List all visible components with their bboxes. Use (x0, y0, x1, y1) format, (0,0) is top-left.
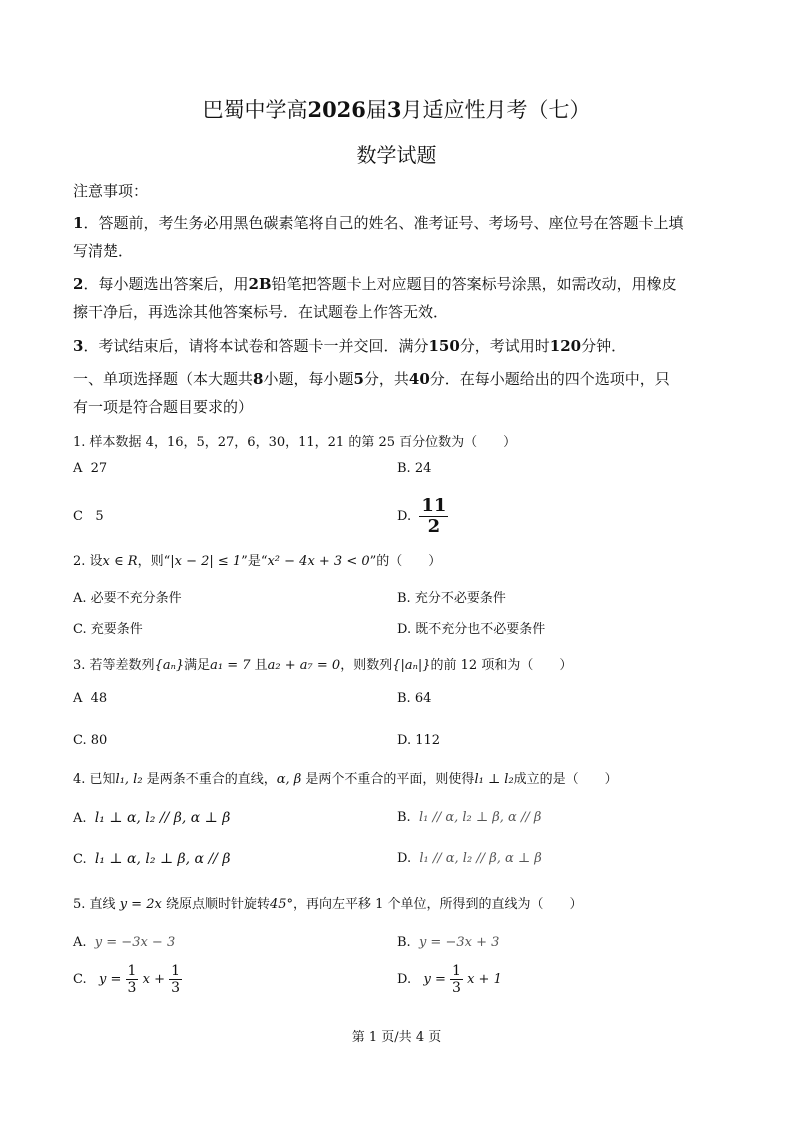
note-2: 2．每小题选出答案后，用2B铅笔把答题卡上对应题目的答案标号涂黑，如需改动，用橡皮 (73, 275, 677, 293)
question-1-stem: 1. 样本数据 4，16，5，27，6，30，11，21 的第 25 百分位数为（ ） (73, 435, 517, 450)
section-1-heading: 一、单项选择题（本大题共8小题，每小题5分，共40分．在每小题给出的四个选项中，只 (73, 370, 670, 388)
question-5-stem: 5. 直线 y = 2x 绕原点顺时针旋转45°，再向左平移 1 个单位，所得到的直线为（ ） (73, 897, 583, 912)
note-1: 1．答题前，考生务必用黑色碳素笔将自己的姓名、准考证号、考场号、座位号在答题卡上填 (73, 214, 684, 232)
q5-option-d-fraction: $\frac{1}{3}$ (452, 963, 461, 996)
exam-title: 巴蜀中学高2026届3月适应性月考（七） (202, 97, 591, 122)
question-4-stem: 4. 已知l₁, l₂ 是两条不重合的直线，α, β 是两个不重合的平面，则使得l₁ ⊥ l₂成立的是（ ） (73, 772, 618, 787)
q5-option-b: B. y = −3x + 3 (397, 935, 500, 950)
q3-option-b: B. 64 (397, 691, 432, 706)
q5-option-c-fraction-1: $\frac{1}{3}$ (127, 963, 137, 996)
q5-option-c: C. y = $\frac{1}{3}$ x + $\frac{1}{3}$ (73, 963, 181, 996)
q4-option-d: D. l₁ // α, l₂ // β, α ⊥ β (397, 851, 542, 866)
q1-option-a: A 27 (73, 461, 108, 476)
question-2-stem: 2. 设x ∈ R，则“|x − 2| ≤ 1”是“x² − 4x + 3 < 0”的（ ） (73, 554, 442, 569)
q1-option-d: D. $\frac{11}{2}$ (397, 495, 447, 537)
q5-option-d: D. y = $\frac{1}{3}$ x + 1 (397, 963, 502, 996)
q1-option-d-fraction: $\frac{11}{2}$ (421, 495, 447, 537)
q1-option-b: B. 24 (397, 461, 432, 476)
q1-option-c: C 5 (73, 509, 104, 524)
q3-option-d: D. 112 (397, 733, 441, 748)
q4-option-b: B. l₁ // α, l₂ ⊥ β, α // β (397, 810, 542, 825)
q2-option-d: D. 既不充分也不必要条件 (397, 622, 546, 637)
q5-option-a: A. y = −3x − 3 (73, 935, 176, 950)
q2-option-b: B. 充分不必要条件 (397, 591, 506, 606)
notes-heading: 注意事项： (73, 182, 149, 200)
q5-option-c-fraction-2: $\frac{1}{3}$ (171, 963, 181, 996)
q2-option-a: A. 必要不充分条件 (73, 591, 182, 606)
q2-option-c: C. 充要条件 (73, 622, 143, 637)
q3-option-c: C. 80 (73, 733, 108, 748)
note-2-cont: 擦干净后，再选涂其他答案标号．在试题卷上作答无效． (73, 303, 449, 321)
section-1-heading-cont: 有一项是符合题目要求的） (73, 398, 254, 416)
note-3: 3．考试结束后，请将本试卷和答题卡一并交回．满分150分，考试用时120分钟． (73, 337, 627, 355)
page-footer: 第 1 页/共 4 页 (351, 1030, 442, 1045)
q4-option-a: A. l₁ ⊥ α, l₂ // β, α ⊥ β (73, 810, 231, 826)
q4-option-c: C. l₁ ⊥ α, l₂ ⊥ β, α // β (73, 851, 231, 867)
exam-subtitle: 数学试题 (356, 143, 437, 167)
note-1-cont: 写清楚． (73, 242, 134, 260)
question-3-stem: 3. 若等差数列{aₙ}满足a₁ = 7 且a₂ + a₇ = 0，则数列{|aₙ|}的前 12 项和为（ ） (73, 658, 573, 673)
q3-option-a: A 48 (73, 691, 108, 706)
